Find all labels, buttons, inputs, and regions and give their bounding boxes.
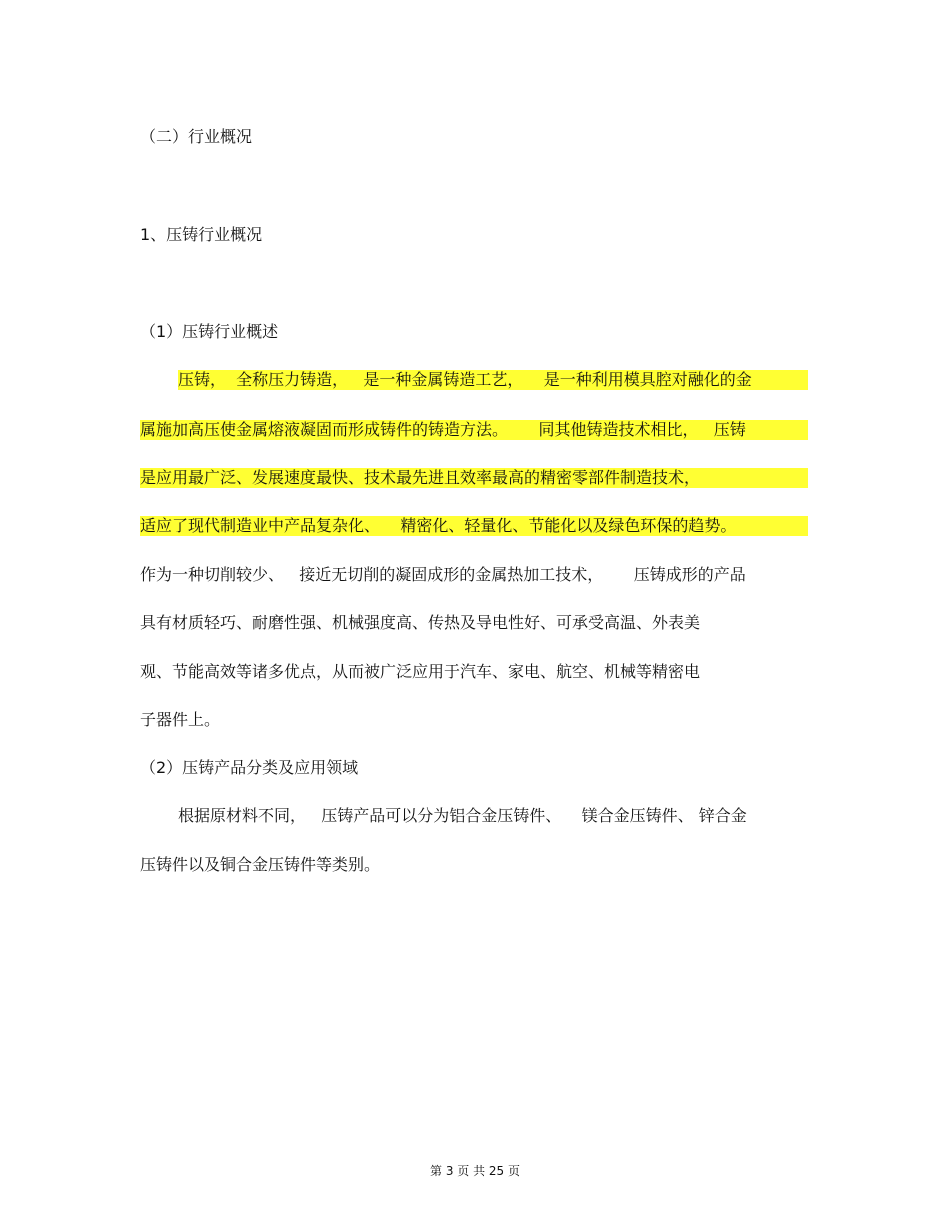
paragraph-line: 作为一种切削较少、 接近无切削的凝固成形的金属热加工技术， 压铸成形的产品 bbox=[140, 565, 746, 584]
paragraph-line: 具有材质轻巧、耐磨性强、机械强度高、传热及导电性好、可承受高温、外表美 bbox=[140, 613, 701, 632]
section-heading: （二）行业概况 bbox=[140, 127, 253, 146]
subsection-title: 1、压铸行业概况 bbox=[140, 225, 263, 244]
paragraph-line: 根据原材料不同， 压铸产品可以分为铝合金压铸件、 镁合金压铸件、 锌合金 bbox=[178, 806, 747, 825]
sub-heading-classification: （2）压铸产品分类及应用领域 bbox=[140, 758, 359, 777]
sub-heading-overview: （1）压铸行业概述 bbox=[140, 322, 279, 341]
paragraph-line: 子器件上。 bbox=[140, 710, 221, 729]
paragraph-line: 是应用最广泛、发展速度最快、技术最先进且效率最高的精密零部件制造技术， bbox=[140, 468, 808, 488]
page-footer: 第 3 页 共 25 页 bbox=[430, 1164, 520, 1178]
paragraph-line: 属施加高压使金属熔液凝固而形成铸件的铸造方法。 同其他铸造技术相比， 压铸 bbox=[140, 420, 808, 440]
paragraph-line: 压铸， 全称压力铸造， 是一种金属铸造工艺， 是一种利用模具腔对融化的金 bbox=[178, 370, 808, 390]
paragraph-line: 观、节能高效等诸多优点，从而被广泛应用于汽车、家电、航空、机械等精密电 bbox=[140, 662, 701, 681]
paragraph-line: 压铸件以及铜合金压铸件等类别。 bbox=[140, 855, 381, 874]
paragraph-line: 适应了现代制造业中产品复杂化、 精密化、轻量化、节能化以及绿色环保的趋势。 bbox=[140, 516, 808, 536]
